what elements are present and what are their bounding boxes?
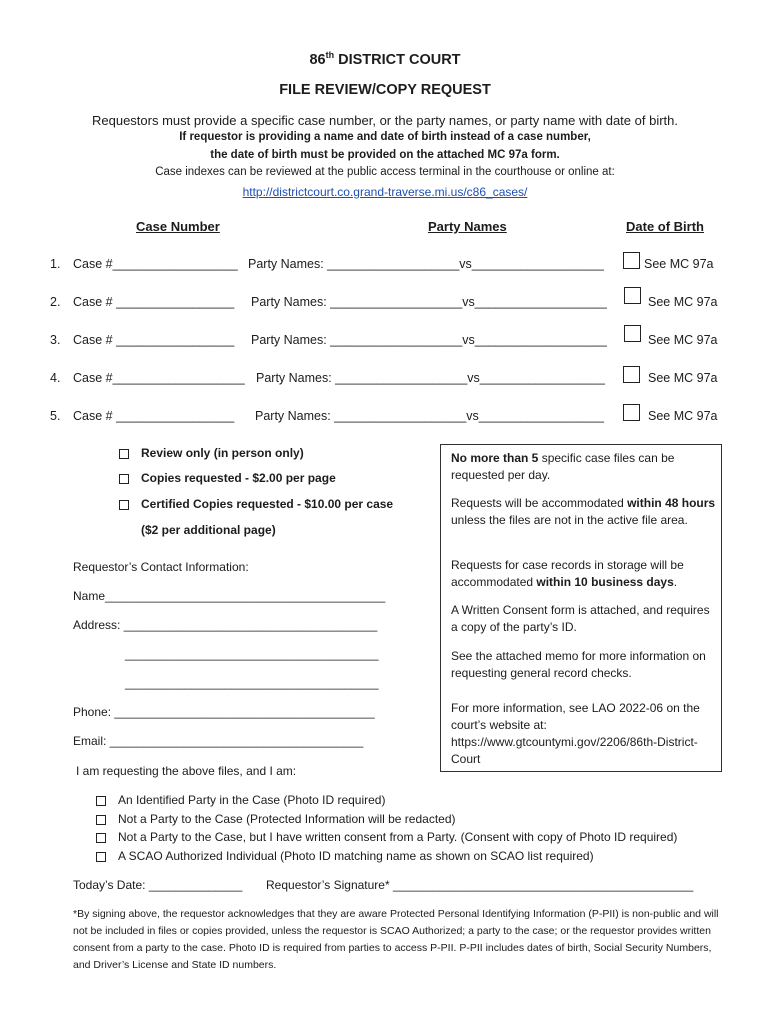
certified-copies-note: ($2 per additional page) xyxy=(141,523,276,537)
signature-field[interactable]: Requestor’s Signature* _____________________________________________ xyxy=(266,878,694,892)
review-only-checkbox[interactable] xyxy=(119,449,129,459)
info-daily-limit: No more than 5 specific case files can be requested per day. xyxy=(451,451,675,482)
party-names-field[interactable]: Party Names: ___________________vs___________________ xyxy=(248,257,604,271)
info-storage: Requests for case records in storage will be accommodated within 10 business days. xyxy=(451,558,684,589)
contact-heading: Requestor’s Contact Information: xyxy=(73,560,249,574)
status-checkbox-party[interactable] xyxy=(96,796,106,806)
info-48-hours: Requests will be accommodated within 48 hours unless the files are not in the active file area. xyxy=(451,496,716,527)
status-checkbox-scao[interactable] xyxy=(96,852,106,862)
dob-checkbox[interactable] xyxy=(623,366,640,383)
name-field[interactable]: Name__________________________________________ xyxy=(73,589,386,603)
row-number: 1. xyxy=(50,257,61,271)
row-number: 5. xyxy=(50,409,61,423)
party-names-header: Party Names xyxy=(428,219,507,234)
party-names-field[interactable]: Party Names: ___________________vs__________________ xyxy=(255,409,604,423)
dob-checkbox[interactable] xyxy=(624,287,641,304)
certified-copies-checkbox[interactable] xyxy=(119,500,129,510)
party-names-field[interactable]: Party Names: ___________________vs___________________ xyxy=(251,333,607,347)
case-number-field[interactable]: Case #__________________ xyxy=(73,257,238,271)
see-mc97a-label: See MC 97a xyxy=(648,371,718,385)
review-only-label: Review only (in person only) xyxy=(141,446,304,460)
see-mc97a-label: See MC 97a xyxy=(644,257,714,271)
info-memo: See the attached memo for more information on requesting general record checks. xyxy=(451,649,706,680)
info-website: For more information, see LAO 2022-06 on the court’s website at: https://www.gtcountymi.gov/2206/86th-District-Court xyxy=(451,701,700,766)
form-title: FILE REVIEW/COPY REQUEST xyxy=(279,82,491,98)
see-mc97a-label: See MC 97a xyxy=(648,295,718,309)
party-names-field[interactable]: Party Names: ___________________vs__________________ xyxy=(256,371,605,385)
dob-checkbox[interactable] xyxy=(623,404,640,421)
status-checkbox-consent[interactable] xyxy=(96,833,106,843)
dob-header: Date of Birth xyxy=(626,219,704,234)
certified-copies-label: Certified Copies requested - $10.00 per case xyxy=(141,497,394,511)
address-line-2-field[interactable]: ______________________________________ xyxy=(125,647,379,661)
phone-field[interactable]: Phone: _______________________________________ xyxy=(73,705,375,719)
case-number-field[interactable]: Case # _________________ xyxy=(73,295,235,309)
row-number: 4. xyxy=(50,371,61,385)
case-number-field[interactable]: Case # _________________ xyxy=(73,333,235,347)
row-number: 3. xyxy=(50,333,61,347)
address-line-3-field[interactable]: ______________________________________ xyxy=(125,676,379,690)
party-names-field[interactable]: Party Names: ___________________vs___________________ xyxy=(251,295,607,309)
status-label-party: An Identified Party in the Case (Photo ID required) xyxy=(118,793,386,807)
todays-date-field[interactable]: Today’s Date: ______________ xyxy=(73,878,243,892)
case-number-field[interactable]: Case #___________________ xyxy=(73,371,245,385)
footnote: *By signing above, the requestor acknowledges that they are aware Protected Personal Identifying Information (P-PII) is non-public and will not be included in files or copies provided, unless the requestor is SCAO Authorized; a party to the case; or the requestor provides written consent from a party to the case. Photo ID is required from parties to access P-PII. P-PII includes dates of birth, Social Security Numbers, and Driver’s License and State ID numbers. xyxy=(73,908,719,971)
status-checkbox-not-party[interactable] xyxy=(96,815,106,825)
case-number-field[interactable]: Case # _________________ xyxy=(73,409,235,423)
copies-label: Copies requested - $2.00 per page xyxy=(141,471,336,485)
see-mc97a-label: See MC 97a xyxy=(648,409,718,423)
copies-checkbox[interactable] xyxy=(119,474,129,484)
case-number-header: Case Number xyxy=(136,219,220,234)
status-label-scao: A SCAO Authorized Individual (Photo ID matching name as shown on SCAO list required) xyxy=(118,849,594,863)
address-field[interactable]: Address: ______________________________________ xyxy=(73,618,378,632)
intro-line-3: the date of birth must be provided on the attached MC 97a form. xyxy=(210,149,560,161)
case-index-link[interactable]: http://districtcourt.co.grand-traverse.mi.us/c86_cases/ xyxy=(242,185,528,199)
intro-line-4: Case indexes can be reviewed at the public access terminal in the courthouse or online at: xyxy=(155,166,615,178)
info-written-consent: A Written Consent form is attached, and requires a copy of the party’s ID. xyxy=(451,603,710,634)
status-label-not-party: Not a Party to the Case (Protected Information will be redacted) xyxy=(118,812,456,826)
status-label-consent: Not a Party to the Case, but I have written consent from a Party. (Consent with copy of Photo ID required) xyxy=(118,830,678,844)
dob-checkbox[interactable] xyxy=(623,252,640,269)
court-name: 86th DISTRICT COURT xyxy=(309,50,461,68)
see-mc97a-label: See MC 97a xyxy=(648,333,718,347)
status-intro: I am requesting the above files, and I am: xyxy=(76,764,297,778)
intro-line-2: If requestor is providing a name and date of birth instead of a case number, xyxy=(179,131,591,143)
row-number: 2. xyxy=(50,295,61,309)
dob-checkbox[interactable] xyxy=(624,325,641,342)
intro-line-1: Requestors must provide a specific case number, or the party names, or party name with date of birth. xyxy=(91,113,678,128)
email-field[interactable]: Email: ______________________________________ xyxy=(73,734,364,748)
